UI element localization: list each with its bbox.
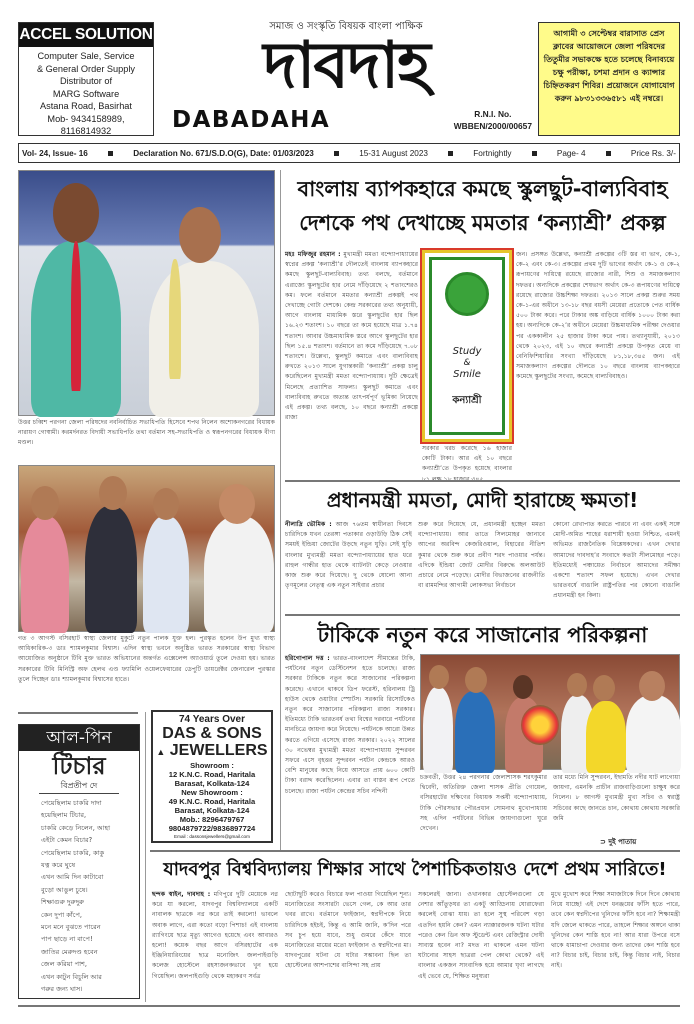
article-text: মণিপুরে দুটি মেয়েকে নগ্ন করে যা করলো, যাদবপুর বিশ্ববিদ্যালয়ে একটি নাবালক ছাত্রকে নগ্ন করে তাই করলো! ভাবলে অবাক লাগে, এরা কতো বড়ো পিশাচ! এই বাংলায় র‍্যাগিংয়ে ছাত্র মৃত্যু আগেও হয়েছে এবং আবারও হলো! কয়েক বছর আগে বসিরহাটের এক ইঞ্জিনিয়ারিংয়ের ছাত্র মনোজিৎ জলপাইগুড়ি কলেজ হোস্টেলে রহস্যজনকভাবে খুন হয়ে গিয়েছিল। জলপাইগুড়ি থেকে মহাকরণ সর্বত্র	[152, 891, 278, 980]
masthead-logo: দাবদাহ	[263, 29, 429, 103]
logo-text: Smile	[453, 369, 481, 380]
aal-pin-poem-box	[18, 724, 140, 999]
page-number: Page- 4	[556, 148, 586, 158]
ad-phones: 9804879722/9836897724	[168, 824, 256, 833]
logo-text: Study	[452, 346, 482, 357]
poem-line: এখন আমি দিন কাটাবো	[41, 873, 104, 882]
notice-box: আগামী ৩ সেপ্টেম্বর বারাসাত প্রেস ক্লাবের আয়োজনে জেলা পরিষদের তিতুমীর সভাকক্ষে হতে চলেছে বিনাব্যয়ে চক্ষু পরীক্ষা, চশমা প্রদান ও ক্যান্সার চিহ্নিতকরণ শিবির। প্রয়োজনে যোগাযোগ করুন ৯৮৩১৩৩৬৫৮১ এই নম্বরে।	[538, 22, 680, 136]
bullet-icon	[108, 151, 113, 156]
ad-brand-sub: JEWELLERS	[169, 742, 268, 759]
poem-line: শিক্ষাগুরু দুরুদুরু	[41, 898, 85, 907]
byline: ছন্দক স্বাইন, দাবদাহ :	[152, 891, 211, 898]
continued-note	[600, 837, 636, 847]
masthead-tagline: সমাজ ও সংস্কৃতি বিষয়ক বাংলা পাক্ষিক	[269, 21, 423, 32]
poem-line: হয়েছিলাম টিচার,	[41, 811, 87, 820]
poem-line: জাতির মেরুদণ্ড হবেন	[41, 947, 98, 956]
ad-line: Astana Road, Basirhat	[40, 101, 132, 111]
byline: নীলাদ্রি ভৌমিক :	[285, 521, 332, 528]
showroom-address: 12 K.N.C. Road, Haritala	[168, 770, 256, 779]
poem-line: এইটা কেমন বিচার?	[41, 836, 93, 845]
poem-line: জেল করিয়া পাশ,	[41, 960, 87, 969]
ad-brand: DAS & SONS	[162, 725, 262, 742]
poem-line: পেয়েছিলাম চাকরি, কাকু	[41, 848, 105, 857]
article-column: তার মধ্যে মিনি সুন্দরবন, ইছামতি নদীর ঘাট লাগোয়া জায়গা, এমনকি প্রাচীন রাজবাড়িগুলো চাক্ষুষ করে নিলেন। ৮ আগস্ট মুখ্যমন্ত্রী মুখ্য সচিব ও স্বরাষ্ট্র সচিবের কাছে জানতে চান, কোথায় কোথায় সরকারি জমি	[553, 774, 680, 822]
photo-caption: উত্তর চব্বিশ পরগনা জেলা পরিষদের নবনির্বাচিত সভাধিপতি হিসেবে শপথ নিলেন অশোকনগরের বিধায়ক নারায়ণ গোস্বামী। করমর্দনরত বিদায়ী সভাধিপতি তথা বর্তমান সহ-সভাধিপতি ও স্বরূপনগরের বিধায়ক বীণা মণ্ডল।	[18, 419, 275, 447]
article-text: আজ ৭৬তম স্বাধীনতা দিবসে চারিদিকে যখন তেরঙ্গা পতাকার ওড়াউড়ি ঠিক সেই সময়ই ইন্ডিয়া জোটের উড়ছে নতুন ঘুড়ি। সেই ঘুড়ি বাংলার মুখ্যমন্ত্রী মমতা বন্দ্যোপাধ্যায়ের হাত ধরে রাহুল গান্ধীর হাত থেকে ব্যাটনটা কেড়ে নেওয়ার কাজ শুরু করে দিয়েছে। দু থেকে ষোলো আনা তৃণমূলের নেতৃত্ব এক নতুন সাইবার প্রচার	[285, 521, 412, 590]
das-sons-jewellers-ad	[151, 710, 273, 843]
article-column: চক্রবর্তী, উত্তর ২৪ পরগনার জেলাশাসক শরৎকুমার দ্বিবেদী, অতিরিক্ত জেলা শাসক প্রীতি গোয়েল, বসিরহাটের দক্ষিণের বিধায়ক সপ্তর্ষী বন্দ্যোপাধ্যায়, টাকি পৌরসভার পৌরপ্রধান সোমনাথ মুখোপাধ্যায় সহ এদিন পর্যটনের বিভিন্ন জায়গাগুলো ঘুরে দেখেন।	[420, 774, 547, 833]
article-column: ছোটাছুটি করেও বিচারে ফল পাওয়া গিয়েছিল শূন্য। মনোজিতের সংসারটা ভেসে গেল, কে আর তার খবর রাখে। বর্তমানে ফাইজান, স্বপ্নদীপকে নিয়ে চারিদিকে হইচই, কিন্তু এ আমি জানি, ক’দিন পরে সব চুপ হয়ে যাবে, শুধু গুমরে কেঁদে যাবে মনোজিতের মায়ের মতো ফাইজান ও স্বপ্নদীপের মা। যাদবপুরের ঘটনা যে ঘটার সম্ভাবনা ছিল তা হোস্টেলের আশপাশের বাসিন্দা সহ প্রায়	[285, 891, 411, 970]
byline: হরিগোপাল দত্ত :	[285, 655, 330, 662]
headline: দেশকে পথ দেখাচ্ছে মমতার ‘কন্যাশ্রী’ প্রকল্প	[299, 211, 666, 235]
logo-caption: কন্যাশ্রী	[452, 395, 482, 406]
article-column	[285, 654, 415, 848]
continued-arrow-icon: ⊃	[600, 838, 606, 846]
ad-email: Email : dassonsjewellers@gmail.com	[174, 834, 250, 839]
article-column: কোনো রেখাপাত করতে পারবে না এবং একই সঙ্গে মোদী-অমিত শাহের ধরাশায়ী হওয়া নিশ্চিত, এমনই অভিমত রাজনৈতিক বিশ্লেষকদের। এখন দেখার আমাদের দাবদাহ’র সংবাদে কতটা সীলমোহর পড়ে। ইতিমধ্যেই পঞ্চায়েত নির্বাচনে আমাদের সমীক্ষা একশো শতাংশ সফল হয়েছে। এখন দেখার ভারতবর্ষে বাঙালি রাষ্ট্রপতির পর কোনো বাঙালি প্রধানমন্ত্রী হন কিনা।	[553, 521, 680, 600]
masthead	[156, 20, 536, 138]
poem-line: যত্ন করে ঘুষে	[41, 861, 76, 870]
showroom-address: Barasat, Kolkata-124	[174, 779, 250, 788]
article-column: সরকার খরচ করেছে ১৬ হাজার কোটি টাকা। আর এই ১০ বছরে কন্যাশ্রী’তে উপকৃত হয়েছে বাংলার	[422, 445, 512, 473]
poem-line: এখন কাটুন বিচুলি আর	[41, 972, 102, 981]
bullet-icon	[532, 151, 537, 156]
article-text: ভারত-বাংলাদেশ সীমান্তের টাকি, পর্যটনের নতুন ডেস্টিনেশন হতে চলেছে। রাজ্য সরকার টাকিকে নতুন করে সাজানোর পরিকল্পনা করেছে। এখানে থাকবে ডিপ ফরেস্ট, হরিনালয় ট্রি হাউস থেকে ওয়াটার স্পোর্টস। সরকারি রিসোর্টকেও নতুন করে সাজানোর পরিকল্পনা রাজ্য সরকার। ইতিমধ্যে টাকি ভারতবর্ষ তথা বিশ্বের দরবারে পর্যটনের মানচিত্রে জায়গা করে নিয়েছে। পর্যটনকে আরো উন্নত করতে এগিয়ে এসেছে রাজ্য সরকার। ২০২২ সালের ৩০ নভেম্বর মুখ্যমন্ত্রী মমতা বন্দ্যোপাধ্যায় সুন্দরবন সফরে এসে বৃহত্তর সুন্দরবন পর্যটন কেন্দ্রকে আরও বেশি মানুষের কাছে নিয়ে আসতে প্রায় ৬০০ কোটি টাকা বরাদ্দ করেছিলেন। এবার তা বাস্তব রূপ পেতে চলেছে। রাজ্য পর্যটন কেন্দ্রের সচিব নন্দিনী	[285, 655, 416, 795]
issue-info-bar	[18, 143, 680, 163]
ad-line: 8116814932	[60, 126, 112, 136]
poem-line: মনে মনে বুঝতে পারেন	[41, 923, 101, 932]
price: Price Rs. 3/-	[630, 148, 676, 158]
headline: বাংলায় ব্যাপকহারে কমছে স্কুলছুট-বাল্যবিবাহ	[297, 177, 668, 201]
showroom-label: Showroom :	[190, 761, 234, 770]
photo-oath-ceremony	[18, 170, 275, 416]
kanyashree-logo	[422, 250, 512, 442]
poem-line: কেন দুপা কাঁপে,	[41, 910, 83, 919]
ad-line: & General Order Supply	[36, 63, 136, 74]
article-column: শুরু করে দিয়েছে যে, প্রধানমন্ত্রী হচ্ছেন মমতা বন্দ্যোপাধ্যায়। আর তাতে সিলমোহর জানাবে আপের অরবিন্দ কেজরিওয়াল, বিহারের নীতিশ কুমার থেকে শুরু করে প্রবীণ শরদ পাওয়ার পর্যন্ত। এদিকে ইন্ডিয়া জোট মোদীর বিরুদ্ধে অলআউট প্রচারে নেমে পড়েছে। মোদীর বিভাজনের রাজনীতি বা রামমন্দির আগামী লোকসভা নির্বাচনে	[418, 521, 545, 590]
article-column	[285, 520, 412, 604]
logo-icon: ▲	[156, 747, 166, 757]
frequency: Fortnightly	[473, 148, 512, 158]
rni-value: WBBEN/2000/00657	[453, 121, 532, 131]
poem-line: গরুর জন্য ঘাস।	[41, 985, 83, 994]
article-column: জন। প্রসঙ্গত উল্লেখ্য, কন্যাশ্রী প্রকল্পের ৩টি স্তর বা ভাগ, কে-১, কে-২ এবং কে-৩। প্রকল্পের প্রথম দুটি ভাগের অর্থাৎ কে-১ ও কে-২ রূপায়ণের দায়িত্বে রয়েছে রাজ্যের নারী, শিশু ও সমাজকল্যাণ দফতর। অন্যদিকে প্রকল্পের শেষভাগ অর্থাৎ কে-৩ রূপায়ণের দায়িত্বে রয়েছে রাজ্যের উচ্চশিক্ষা দফতর। ২০১৩ সালে প্রকল্প শুরুর সময় কে-১-এর অধীনে ১৩-১৮ বছর বয়সী মেয়েরা প্রত্যেকে পেত বার্ষিক ৫০০ টাকা করে। পরে টাকার অঙ্ক বাড়িয়ে বার্ষিক ১০০০ টাকা করা হয়। অন্যদিকে কে-২’র অধীনে মেয়েরা উচ্চমাধ্যমিক পরীক্ষা দেওয়ার পর এককালীন ২৫ হাজার টাকা করে পায়। তথ্যানুযায়ী, ২০১৩ থেকে ২০২৩, এই ১০ বছরে কন্যাশ্রী প্রকল্পে উপকৃত মেয়ে বা বেনিফিশিয়ারির সংখ্যা দাঁড়িয়েছে ৮১,১৮,৩৪৫ জন। এই সমাজকল্যাণ প্রকল্পের দৌলতে ১০ বছরে বাংলায় ব্যাপকহারে কমেছে স্কুলছুটের সংখ্যা, কমেছে বাল্যবিবাহও।	[516, 251, 680, 381]
bullet-icon	[334, 151, 339, 156]
headline: যাদবপুর বিশ্ববিদ্যালয় শিক্ষার সাথে পৈশাচিকতায়ও দেশে প্রথম সারিতে!	[163, 859, 667, 880]
poem-title: টিচার	[52, 752, 106, 780]
ad-years: 74 Years Over	[179, 714, 245, 725]
article-column: মুখে মুখোশ করে শিক্ষা সমাজটাকে দিনে দিনে কোথায় নিয়ে যাচ্ছে! এই দেশে ধনঞ্জয়ের ফাঁসি হতে পারে, তবে কেন স্বপ্নদীপের খুনিদের ফাঁসি হবে না? শিক্ষামন্ত্রী যদি জেলে থাকতে পারে, তাহলে শিক্ষার অঙ্গনে থাকা খুনিদের কেন শাস্তি হবে না! আর যারা উপরে বসে থাকে ধামাচাপা দেওয়ার জন্য তাদের কেন শাস্তি হবে না? বিচার চাই, বিচার চাই, কিন্তু বিচার নাই, বিচার নাই।	[551, 891, 680, 970]
new-showroom-address: Barasat, Kolkata-124	[174, 806, 250, 815]
rni-number	[454, 108, 532, 132]
poem-body	[19, 797, 139, 996]
declaration: Declaration No. 671/S.D.O(G), Date: 01/03/2023	[133, 148, 314, 158]
logo-text: &	[463, 358, 471, 368]
poem-line: পাপ ছাড়ে না বাপে!	[41, 935, 93, 944]
ad-mobile: Mob.: 8296479767	[179, 815, 245, 824]
section-title: আল-পিন	[19, 725, 139, 751]
article-column	[152, 890, 278, 1002]
ad-line: Computer Sale, Service	[37, 51, 135, 61]
bullet-icon	[448, 151, 453, 156]
photo-taki-officials	[420, 654, 680, 770]
photo-award-ceremony	[18, 465, 275, 632]
ad-brand-2	[153, 742, 271, 761]
issue-dates: 15-31 August 2023	[359, 148, 428, 158]
new-showroom-address: 49 K.N.C. Road, Haritala	[168, 797, 256, 806]
byline: মহঃ মফিজুর রহমান :	[285, 251, 341, 258]
ad-line: Distributor of	[59, 76, 113, 86]
ad-line: Mob- 9434158989,	[47, 113, 125, 124]
ad-line: MARG Software	[52, 88, 120, 99]
article-column	[285, 250, 418, 475]
bullet-icon	[606, 151, 611, 156]
headline: প্রধানমন্ত্রী মমতা, মোদী হারাচ্ছে ক্ষমতা!	[326, 488, 639, 512]
masthead-english: DABADAHA	[172, 107, 331, 133]
accel-solution-ad	[18, 22, 154, 136]
poem-author: বিপ্রতীপ দে	[39, 781, 119, 794]
poem-line: বুড়ো আঙুল চুষে।	[41, 885, 88, 894]
article-column: সকলেরই জানা। ওখানকার হোস্টেলগুলো যে নেশার আঁতুড়ঘর তা একটু আড্ডিনায় ঘোরাফেরা করলেই বোঝা যায়। তা হলে সুস্থ পরিবেশ গড়া এতদিন হয়নি কেন? এমন ন্যাক্কারজনক ঘটনা ঘটার পরেও কেন ডিন অফ স্টুডেন্ট এবং রেজিস্ট্রার দোষী সাব্যস্ত হবেন না? মদত না থাকলে এমন ঘটনা ঘটানোর সাহস ছাত্ররা পেল কোথা থেকে? এই বাংলার একজন সাংবাদিক হয়ে আমার ঘৃণা লাগছে এই ভেবে যে, শিক্ষিত মনুষ্যরা	[418, 891, 544, 980]
photo-caption: গত ৩ আগস্ট বসিরহাট স্বাস্থ্য জেলার মুকুটে নতুন পালক যুক্ত হল। পুরস্কৃত হলেন উপ মুখ্য স্বাস্থ্য আধিকারিক-৩ ডাঃ শ্যামলকুমার বিশ্বাস। এদিন স্বাস্থ্য ভবনে অনুষ্ঠিত ভারত সরকারের স্বাস্থ্য বিভাগ আয়োজিত অনুষ্ঠানে টিবি মুক্ত ভারত অভিযানের অন্তর্গত এক্সেলেন্স অ্যাওয়ার্ড তুলে দেওয়া হয়। ভারত সরকারের টিবি মিনিস্ট্রি অফ হেলথ এণ্ড ফ্যামিলি ওয়েলফেয়ারের ডেপুটি ডায়রেক্টর জেনারেল পুরস্কার তুলে দিচ্ছেন ডাঃ শ্যামলকুমার বিশ্বাসের হাতে।	[18, 635, 275, 683]
new-showroom-label: New Showroom :	[181, 788, 243, 797]
volume-issue: Vol- 24, Issue- 16	[22, 148, 88, 158]
headline: টাকিকে নতুন করে সাজানোর পরিকল্পনা	[317, 623, 648, 647]
rni-label: R.N.I. No.	[474, 109, 512, 119]
article-text: মুখ্যমন্ত্রী মমতা বন্দ্যোপাধ্যায়ের স্বপ্নের প্রকল্প ‘কন্যাশ্রী’র দৌলতেই বাংলায় ব্যাপকহারে কমছে স্কুলছুট-বাল্যবিবাহ। তথ্য বলছে, বর্তমানে এরাজ্যে স্কুলছুটের হার নেমে দাঁড়িয়েছে ২ শতাংশেরও কম। ফলে বর্তমানে মমতার কন্যাশ্রী প্রকল্পই পথ দেখাচ্ছে গোটা দেশকে। কেন্দ্র সরকারের তথ্য অনুযায়ী, আগে বাংলায় মাধ্যমিক স্তরে স্কুলছুটের হার ছিল ১৬.২৩ শতাংশ। ১০ বছরে তা কমে হয়েছে মাত্র ১.৭৪ শতাংশ। আবার উচ্চমাধ্যমিক স্তরে আগে স্কুলছুটের হার ছিল ১৫.৪ শতাংশ। বর্তমানে তা কমে দাঁড়িয়েছে ৭.০৮ শতাংশে। উল্লেখ্য, স্কুলছুট কমাতে এবং বাল্যবিবাহ রুখতে ২০১৩ সালে যুগান্তকারী ‘কন্যাশ্রী’ প্রকল্প চালু করেছিলেন মুখ্যমন্ত্রী মমতা বন্দ্যোপাধ্যায়। দুটি ক্ষেত্রেই মিলেছে প্রত্যাশিত সাফল্য। স্কুলছুট কমাতে এবং বাল্যবিবাহ রুখতে অত্যন্ত তাৎপর্যপূর্ণ ভূমিকা নিয়েছে এই প্রকল্প। তথ্য বলছে, ১০ বছরে কন্যাশ্রী প্রকল্পে রাজ্য	[285, 251, 419, 422]
continued-text: দুই পাতায়	[608, 838, 637, 846]
ad-title: ACCEL SOLUTION	[19, 23, 153, 47]
poem-line: চাকরি কেড়ে নিলেন, আহা	[41, 823, 111, 832]
poem-line: পেয়েছিলাম চাকরি দাদা	[41, 799, 102, 807]
